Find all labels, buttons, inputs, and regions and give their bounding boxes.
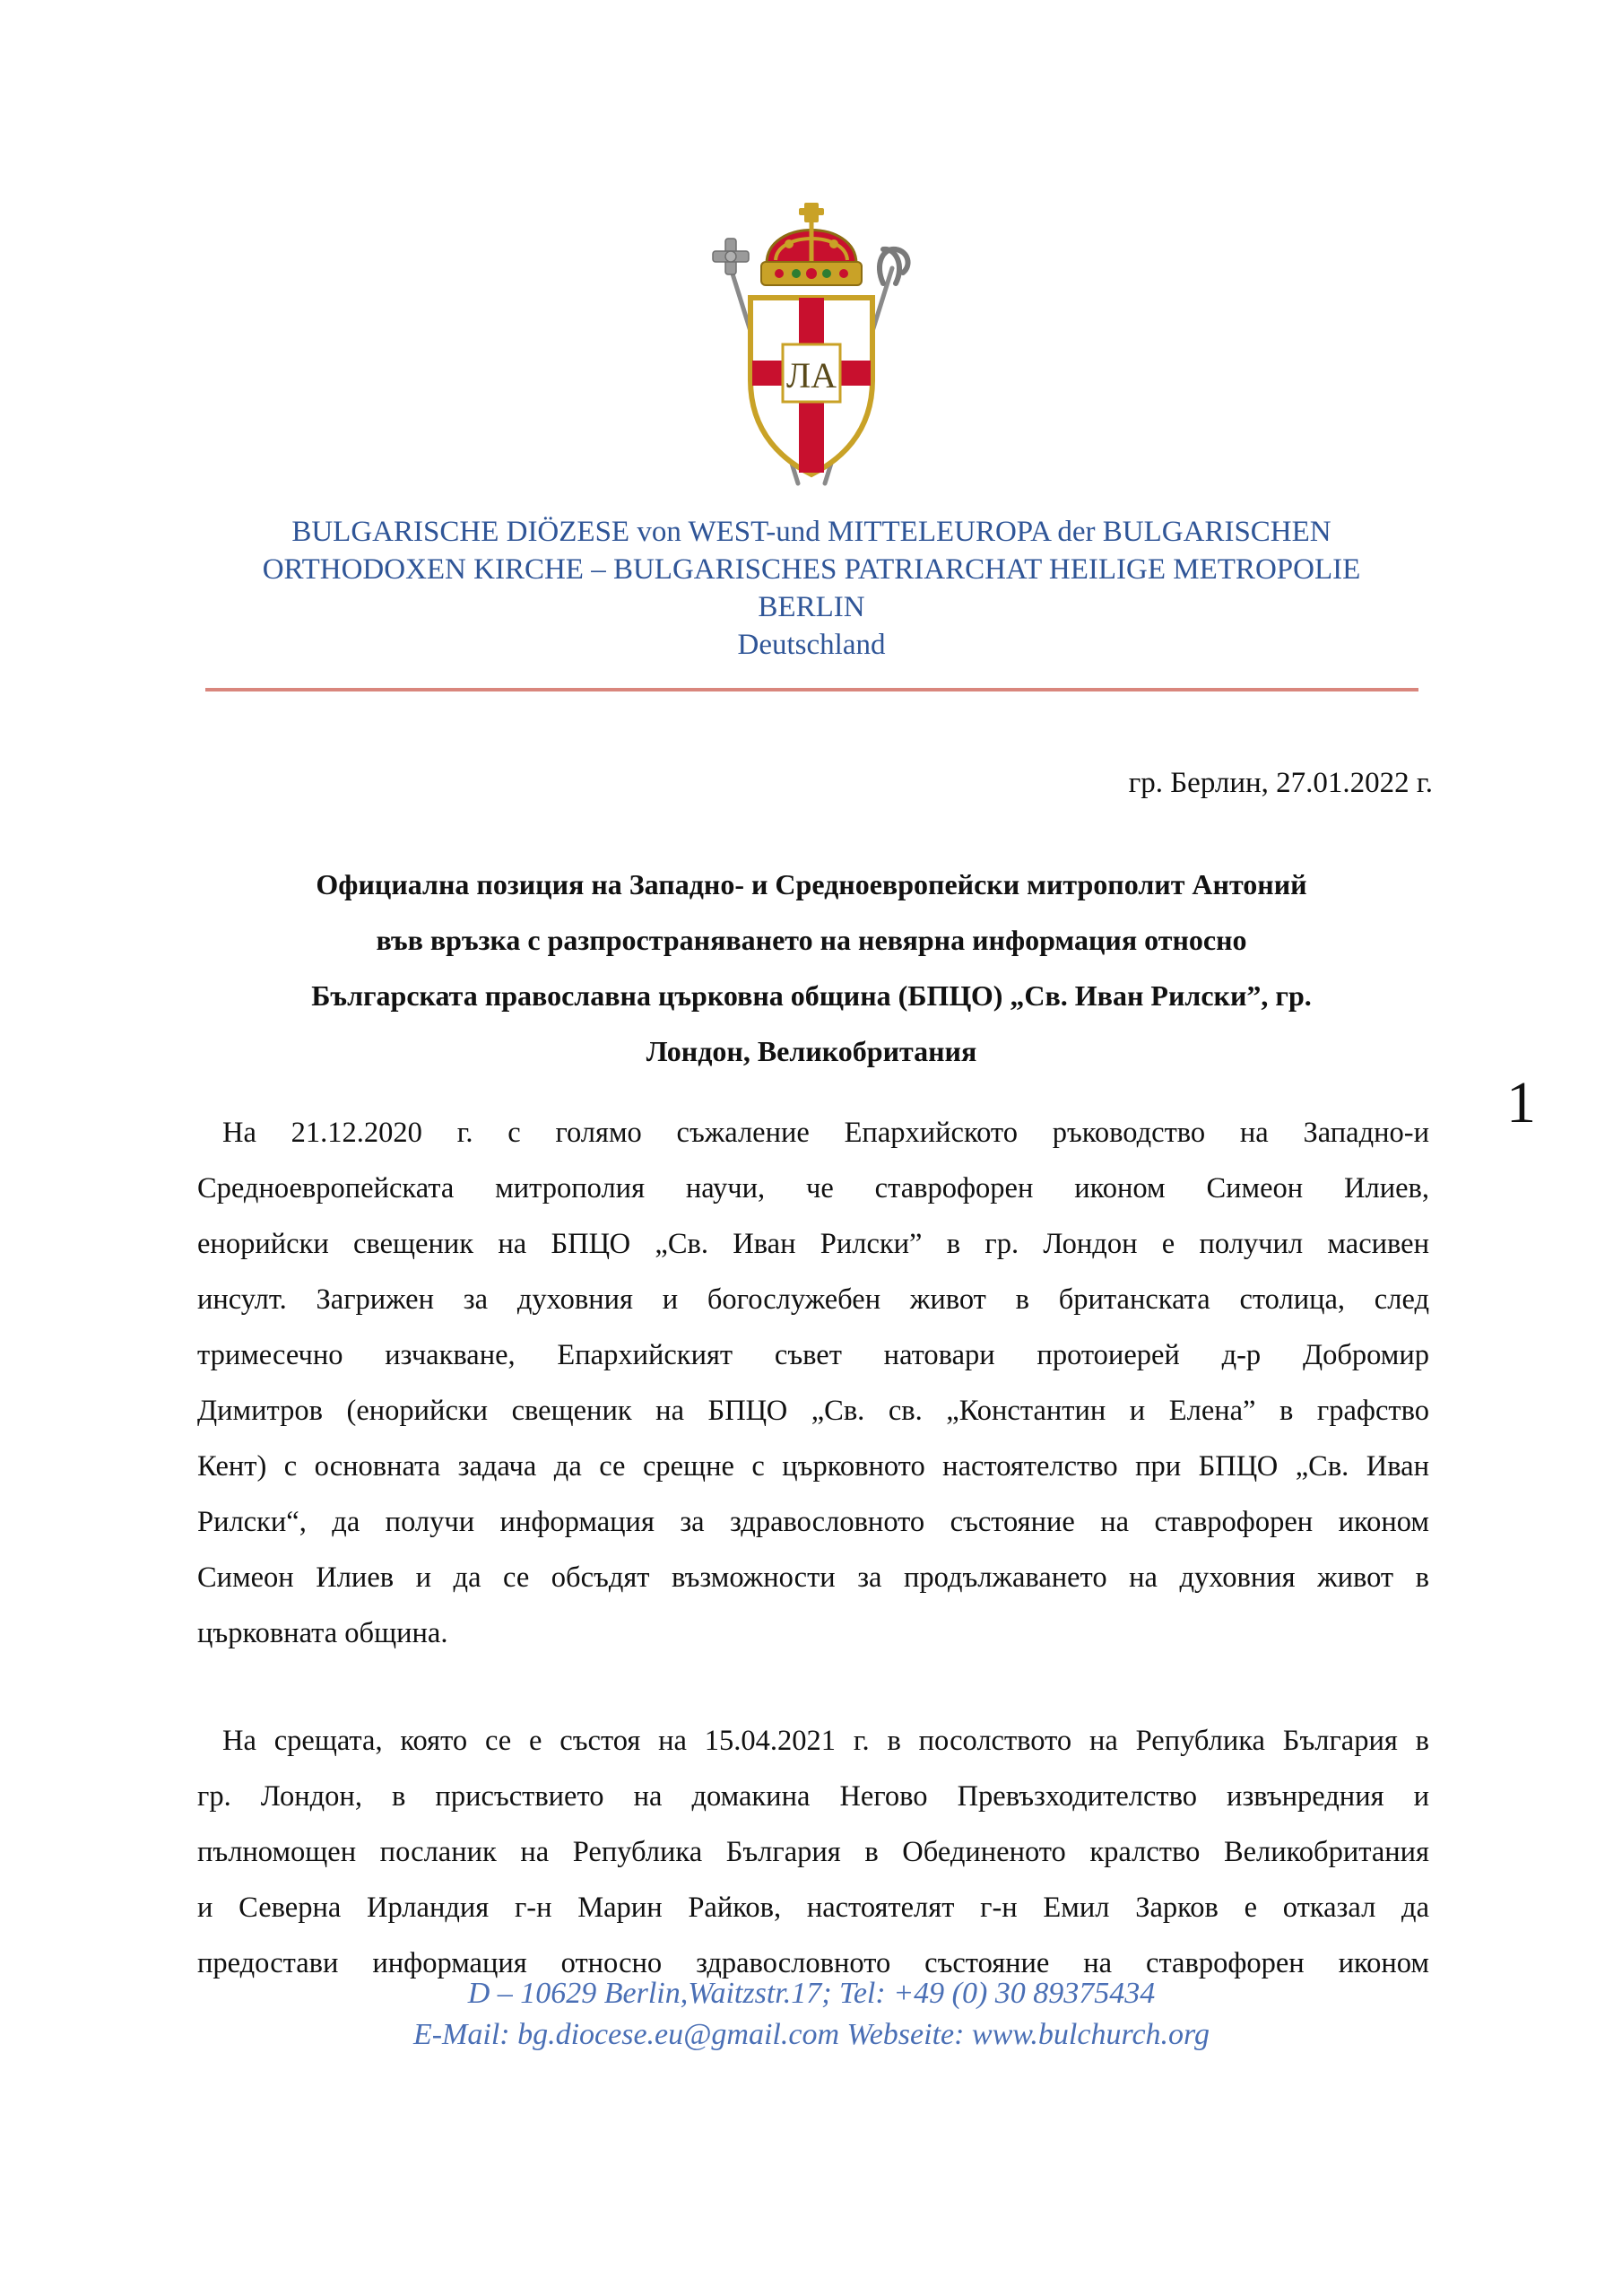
letterhead-line: BULGARISCHE DIÖZESE von WEST-und MITTELEUROPA der BULGARISCHEN (291, 516, 1331, 548)
letterhead-line: Deutschland (737, 629, 886, 661)
footer (179, 1973, 1444, 2056)
paragraph-line: предостави информация относно здравословното състояние на ставрофорен иконом (197, 1947, 1429, 1979)
title-line: Българската православна църковна община (БПЦО) „Св. Иван Рилски”, гр. (311, 979, 1312, 1012)
letterhead-divider (205, 688, 1418, 691)
paragraph-line: Рилски“, да получи информация за здравословното състояние на ставрофорен иконом (197, 1506, 1429, 1538)
title-line: Лондон, Великобритания (646, 1035, 977, 1067)
title-line: във връзка с разпространяването на невярна информация относно (376, 924, 1247, 956)
title-line: Официална позиция на Западно- и Средноевропейски митрополит Антоний (316, 868, 1307, 900)
footer-address: D – 10629 Berlin,Waitzstr.17; Tel: +49 (0) 30 89375434 (467, 1977, 1156, 2010)
body-paragraph (197, 1713, 1429, 1991)
paragraph-line: инсулт. Загрижен за духовния и богослужебен живот в британската столица, след (197, 1283, 1429, 1316)
footer-contact: E-Mail: bg.diocese.eu@gmail.com Webseite: www.bulchurch.org (412, 2018, 1210, 2051)
emblem-monogram: ЛA (785, 355, 837, 396)
letterhead-line: BERLIN (758, 591, 865, 623)
paragraph-line: гр. Лондон, в присъствието на домакина Негово Превъзходителство извънредния и (197, 1780, 1429, 1813)
paragraph-line: Средноевропейската митрополия научи, че ставрофорен иконом Симеон Илиев, (197, 1172, 1429, 1205)
paragraph-line: Димитров (енорийски свещеник на БПЦО „Св. св. „Константин и Елена” в графство (197, 1395, 1429, 1427)
paragraph-line: На срещата, която се е състоя на 15.04.2021 г. в посолството на Република България в (222, 1725, 1429, 1757)
page-number: 1 (1506, 1070, 1536, 1135)
paragraph-line: пълномощен посланик на Република България в Обединеното кралство Великобритания (197, 1836, 1429, 1868)
paragraph-line: На 21.12.2020 г. с голямо съжаление Епархийското ръководство на Западно-и (222, 1117, 1429, 1149)
paragraph-line: енорийски свещеник на БПЦО „Св. Иван Рилски” в гр. Лондон е получил масивен (197, 1228, 1429, 1260)
body-paragraph (197, 1105, 1429, 1661)
paragraph-line: тримесечно изчакване, Епархийският съвет натовари протоиерей д-р Добромир (197, 1339, 1429, 1371)
paragraph-line: и Северна Ирландия г-н Марин Райков, настоятелят г-н Емил Зарков е отказал да (197, 1892, 1429, 1924)
letterhead (161, 513, 1462, 664)
document-title (179, 857, 1444, 1079)
paragraph-line: Симеон Илиев и да се обсъдят възможности за продължаването на духовния живот в (197, 1561, 1429, 1594)
paragraph-line: църковната община. (197, 1617, 448, 1649)
letterhead-line: ORTHODOXEN KIRCHE – BULGARISCHES PATRIARCHAT HEILIGE METROPOLIE (262, 553, 1361, 586)
diocese-coat-of-arms-logo (704, 201, 919, 497)
paragraph-line: Кент) с основната задача да се срещне с църковното настоятелство при БПЦО „Св. Иван (197, 1450, 1429, 1483)
document-date: гр. Берлин, 27.01.2022 г. (1128, 767, 1433, 799)
